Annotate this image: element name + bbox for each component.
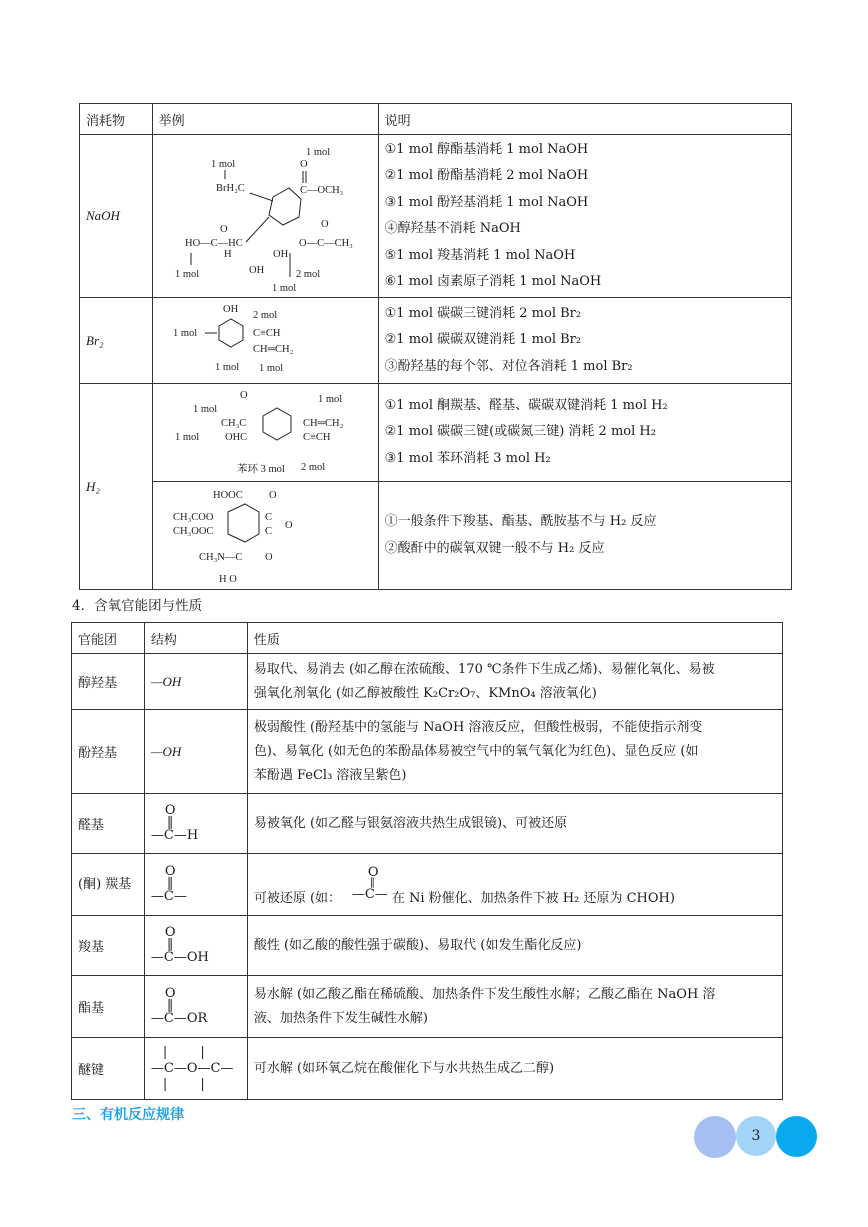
decorative-circle	[694, 1116, 736, 1158]
mol-label: H O	[218, 574, 237, 585]
mol-label: HOOC	[212, 490, 243, 501]
mol-label: 2 mol	[252, 310, 277, 321]
mol-label: 1 mol	[214, 362, 239, 373]
group-name: 醇羟基	[72, 654, 145, 710]
structure-top: O	[164, 863, 176, 879]
property-text: 在 Ni 粉催化、加热条件下被 H₂ 还原为 CHOH)	[391, 890, 675, 906]
mol-label: C≡CH	[302, 432, 331, 443]
group-structure: —OH	[144, 654, 247, 710]
single-bond-icon: | |	[162, 1076, 205, 1092]
table-row	[80, 384, 792, 482]
group-name: 醚键	[72, 1038, 145, 1100]
mol-label: OHC	[224, 432, 247, 443]
table-row	[80, 135, 792, 298]
notes-cell	[378, 482, 791, 590]
mol-label: 1 mol	[174, 432, 199, 443]
property-line: 色)、易氧化 (如无色的苯酚晶体易被空气中的氧气氧化为红色)、显色反应 (如	[253, 743, 699, 759]
structure-top: O	[164, 924, 176, 940]
note-line: ⑥1 mol 卤素原子消耗 1 mol NaOH	[384, 274, 602, 289]
double-bond-icon: ‖	[369, 876, 375, 888]
structure-main: —C—OH	[150, 949, 209, 965]
note-line: ①1 mol 醇酯基消耗 1 mol NaOH	[384, 141, 589, 157]
mol-label: CH₃N—C	[198, 552, 242, 563]
property-text: 可被还原 (如：	[253, 890, 342, 906]
structure-main: —C—O—C—	[150, 1060, 234, 1076]
group-structure	[144, 794, 247, 854]
mol-label: OH	[272, 249, 288, 260]
note-line: ③酚羟基的每个邻、对位各消耗 1 mol Br₂	[384, 358, 633, 374]
mol-label: O	[219, 224, 228, 235]
mol-label: 1 mol	[172, 328, 197, 339]
note-line: ②1 mol 碳碳双键消耗 1 mol Br₂	[384, 332, 582, 348]
mol-label: C	[264, 512, 272, 523]
mol-label: CH₃C	[220, 418, 246, 429]
col-header: 说明	[378, 104, 791, 135]
table-row	[72, 916, 783, 976]
mol-label: 1 mol	[305, 147, 330, 158]
col-header: 结构	[144, 623, 247, 654]
mol-label: 1 mol	[271, 283, 296, 294]
mol-label: O	[320, 219, 329, 230]
double-bond-icon: ‖	[166, 814, 174, 830]
property-line	[254, 861, 776, 909]
note-line: ②酸酐中的碳氧双键一般不与 H₂ 反应	[384, 540, 605, 556]
structure-main: —C—	[150, 888, 187, 904]
group-property	[247, 916, 782, 976]
mol-label: C—OCH₃	[299, 185, 343, 196]
property-line: 易被氧化 (如乙醛与银氨溶液共热生成银镜)、可被还原	[253, 815, 568, 831]
group-property	[247, 710, 782, 794]
mol-label: H	[223, 249, 232, 260]
mol-label: O—C—CH₃	[298, 238, 353, 249]
mol-label: 1 mol	[258, 363, 283, 374]
mol-label: HO—C—HC	[184, 238, 243, 249]
table-row	[80, 482, 792, 590]
section-heading: 4．含氧官能团与性质	[72, 598, 203, 614]
structure-top: O	[164, 802, 176, 818]
mol-label: 苯环 3 mol	[236, 464, 285, 475]
example-cell	[152, 298, 378, 384]
group-name: 羧基	[72, 916, 145, 976]
structure-main: —C—H	[150, 827, 199, 843]
note-line: ②1 mol 碳碳三键(或碳氮三键) 消耗 2 mol H₂	[384, 424, 656, 440]
group-property	[247, 1038, 782, 1100]
group-property	[247, 976, 782, 1038]
double-bond-icon: ‖	[166, 875, 174, 891]
note-line: ①一般条件下羧基、酯基、酰胺基不与 H₂ 反应	[384, 514, 657, 529]
functional-group-table	[71, 622, 783, 1100]
notes-cell	[378, 384, 791, 482]
example-cell	[152, 135, 378, 298]
col-header: 消耗物	[80, 104, 153, 135]
group-property	[247, 854, 782, 916]
property-line: 强氧化剂氧化 (如乙醇被酸性 K₂Cr₂O₇、KMnO₄ 溶液氧化)	[253, 685, 597, 701]
property-line: 极弱酸性 (酚羟基中的氢能与 NaOH 溶液反应，但酸性极弱，不能使指示剂变	[253, 719, 703, 735]
structure-main: —C—OR	[150, 1010, 208, 1026]
group-structure	[144, 976, 247, 1038]
consumption-table	[79, 103, 792, 590]
table-header-row	[72, 623, 783, 654]
mol-label: 1 mol	[210, 159, 235, 170]
mol-label: 2 mol	[295, 269, 320, 280]
property-line: 苯酚遇 FeCl₃ 溶液呈紫色)	[253, 767, 407, 783]
mol-label: O	[264, 552, 273, 563]
group-property	[247, 794, 782, 854]
single-bond-icon: | |	[162, 1044, 205, 1060]
table-row	[72, 854, 783, 916]
property-line: 液、加热条件下发生碱性水解)	[253, 1010, 428, 1026]
mol-label: CH═CH₂	[302, 418, 343, 429]
group-structure	[144, 854, 247, 916]
table-row	[72, 654, 783, 710]
property-line: 酸性 (如乙酸的酸性强于碳酸)、易取代 (如发生酯化反应)	[253, 937, 582, 953]
property-line: 易取代、易消去 (如乙醇在浓硫酸、170 ℃条件下生成乙烯)、易催化氧化、易被	[253, 661, 715, 677]
group-structure	[144, 1038, 247, 1100]
double-bond-icon: ‖	[166, 936, 174, 952]
reagent-name: Br₂	[80, 298, 153, 384]
br2-molecule-diagram	[153, 298, 378, 383]
note-line: ②1 mol 酚酯基消耗 2 mol NaOH	[384, 168, 589, 183]
structure-top: O	[164, 985, 176, 1001]
mol-label: C≡CH	[252, 328, 281, 339]
structure-top: O	[367, 864, 379, 880]
group-property	[247, 654, 782, 710]
mol-label: OH	[222, 304, 238, 315]
decorative-circle	[776, 1116, 817, 1157]
note-line: ③1 mol 酚羟基消耗 1 mol NaOH	[384, 194, 589, 210]
group-name: (酮) 羰基	[72, 854, 145, 916]
table-row	[72, 710, 783, 794]
section-title: 三、有机反应规律	[72, 1107, 184, 1123]
group-name: 酯基	[72, 976, 145, 1038]
h2-molecule-diagram-a	[153, 384, 378, 481]
example-cell	[152, 384, 378, 482]
mol-label: 1 mol	[174, 269, 199, 280]
page-number: 3	[736, 1116, 776, 1156]
mol-label: BrH₂C	[215, 183, 245, 194]
reagent-name: NaOH	[80, 135, 153, 298]
table-row	[72, 976, 783, 1038]
reagent-name: H₂	[80, 384, 153, 590]
note-line: ③1 mol 苯环消耗 3 mol H₂	[384, 450, 551, 466]
property-line: 可水解 (如环氧乙烷在酸催化下与水共热生成乙二醇)	[253, 1060, 555, 1076]
mol-label: C	[264, 526, 272, 537]
col-header: 官能团	[72, 623, 145, 654]
h2-molecule-diagram-b	[153, 482, 378, 589]
table-row	[72, 794, 783, 854]
mol-label: O	[284, 520, 293, 531]
group-structure	[144, 916, 247, 976]
note-line: ④醇羟基不消耗 NaOH	[384, 221, 521, 236]
group-name: 酚羟基	[72, 710, 145, 794]
double-bond-icon: ‖	[166, 997, 174, 1013]
col-header: 举例	[152, 104, 378, 135]
mol-label: CH₃OOC	[172, 526, 214, 537]
example-cell	[152, 482, 378, 590]
note-line: ①1 mol 碳碳三键消耗 2 mol Br₂	[384, 305, 582, 321]
note-line: ①1 mol 酮羰基、醛基、碳碳双键消耗 1 mol H₂	[384, 397, 668, 413]
table-row	[72, 1038, 783, 1100]
mol-label: CH₃COO	[172, 512, 214, 523]
mol-label: CH═CH₂	[252, 344, 293, 355]
notes-cell	[378, 135, 791, 298]
naoh-molecule-diagram	[153, 135, 378, 297]
mol-label: 1 mol	[192, 404, 217, 415]
mol-label: 2 mol	[300, 462, 325, 473]
group-structure: —OH	[144, 710, 247, 794]
group-name: 醛基	[72, 794, 145, 854]
mol-label: O	[268, 490, 277, 501]
mol-label: 1 mol	[317, 394, 342, 405]
property-line: 易水解 (如乙酸乙酯在稀硫酸、加热条件下发生酸性水解；乙酸乙酯在 NaOH 溶	[253, 986, 716, 1002]
mol-label: O	[239, 390, 248, 401]
table-row	[80, 298, 792, 384]
col-header: 性质	[247, 623, 782, 654]
table-header-row	[80, 104, 792, 135]
note-line: ⑤1 mol 羧基消耗 1 mol NaOH	[384, 247, 576, 263]
mol-label: O	[299, 159, 308, 170]
mol-label: OH	[248, 265, 264, 276]
structure-main: —C—	[351, 886, 388, 902]
notes-cell	[378, 298, 791, 384]
